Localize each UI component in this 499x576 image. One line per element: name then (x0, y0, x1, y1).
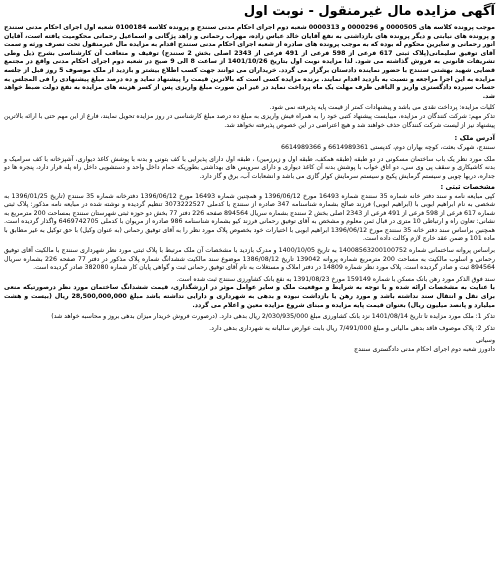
address-text: سنندج، شهرک بعثت، کوچه بهاران دوم، کدپستی 6614989361 و 6614989366 (281, 144, 495, 152)
note-two: تذکر 2: پلاک موصوف فاقد بدهی مالیاتی و مبلغ 7/491/000 ریال بابت عوارض سالیانه به شهرداری بدهی دارد. (209, 324, 495, 332)
notice-subject-heading: کلیات مزایده: پرداخت نقدی می باشد و پیشنهادات کمتر از قیمت پایه پذیرفته نمی شود. (269, 104, 495, 112)
note-one: تذکر 1: ملک مورد مزایده تا تاریخ 1401/08/14 نزد بانک کشاورزی مبلغ 2/030/935/000 ریال بدهی دارد. (درصورت فروش خریدار میزان بدهی بروز و محاسبه خواهد شد) (51, 313, 495, 321)
address-label: آدرس ملک : (454, 134, 495, 143)
signature-title: دادورز شعبه دوم اجرای احکام مدنی دادگستری سنندج (354, 346, 495, 353)
notice-intro: موجب پرونده کلاسه های 0000505 و 0000296 و 0000313 شعبه دوم اجرای احکام مدنی سنندج و پرونده کلاسه 0100184 شعبه اول اجرای احکام مدنی سنندج و پرونده های نیابتی و دیگر پرونده های بازداشتی به نفع آقایان خالد عباس زاده، مهراب رحمانی و زاهد پژگانی و اسماعیل رحمانی محکومیت یافته است، آقایان انور رحمانی و سایرین محکوم له بوده که به موجب پرونده های صادره از شعبه اجرای احکام مدنی سنندج اقدام به مزایده مال غیرمنقول تحت تصرف ورثه و سمت آقای توفیق سلیمانی(پلاک ثبتی 617 فرعی از 598 فرعی از 491 فرعی از 2343 اصلی بخش 2 سنندج) توقیف و متعاقب آن کارشناسی بشرح ذیل وطی تشریفات قانونی به فروش گذاشته می شود. لذا مزایده نوبت اول بتاریخ 1401/10/26 از ساعت 8 الی 9 صبح در شعبه دوم اجرای احکام مدنی واقع در مجتمع قضایی شهید بهشتی سنندج با حضور نماینده دادستان برگزار می گردد. خریداران می توانند جهت کسب اطلاع بیشتر و بازدید از ملک موصوف 5 روز قبل از جلسه مزایده به این اجرا مراجعه و نسبت به بازدید اقدام نمایند. برنده مزایده کسی است که بالاترین قیمت را پیشنهاد نماید و ده درصد مبلغ پیشنهادی را فی المجلس به حساب سپرده دادگستری واریز و الباقی ظرف مهلت یک ماه پرداخت نماید در غیر این صورت مبلغ واریزی پس از کسر هزینه های مزایده به نفع دولت ضبط خواهد شد. (4, 24, 496, 100)
building-permit-text: براساس پروانه ساختمانی شماره 14008563200100752 به تاریخ 1400/10/05 و مدرک بازدید با مشخصات آن ملک مرتبط با پلاک ثبتی مورد نظر شهرداری سنندج با مالکیت آقای توفیق رحمانی و اسلوب مالکیت به مساحت 200 مترمربع شماره پروانه 139042 تاریخ 1386/08/12 موضوع سند مالکیت ششدانگ شماره پلاک مذکور در دفتر 77 صفحه 226 بشماره سریال 894564 ثبت و صادر گردیده است. پلاک مورد نظر شماره 14809 در دفتر املاک و مستغلات به نام آقای توفیق رحمانی ثبت و گواهی پایان کار شماره 382080 صادر گردیده است. (4, 247, 495, 272)
notice-title: آگهی مزایده مال غیرمنقول - نوبت اول (243, 4, 495, 19)
registration-specs-heading: مشخصات ثبتی : (440, 182, 495, 191)
signature-name: وسیانی (475, 337, 495, 345)
mortgage-text: سند فوق الذکر مورد رهن بانک مسکن با شماره 159149 مورخ 1391/08/23 به نفع بانک کشاورزی سنندج ثبت شده است. (176, 275, 495, 283)
valuation-text: با عنایت به مشخصات ارائه شده و با توجه به شرایط و موقعیت ملک و سایر عوامل موثر در ارزشگذاری، قیمت ششدانگ ساختمان مورد نظر درصورتیکه منعی برای نقل و انتقال سند نداشته باشد و مورد رهن یا بازداشت نبوده و بدهی به شهرداری و دارایی نداشته باشد مبلغ 28,500,000,000 ریال (بیست و هشت میلیارد و پانصد میلیون ریال) بعنوان قیمت پایه مزایده و مبنای شروع مزایده معین و اعلام می گردد. (4, 284, 495, 309)
property-description: ملک مورد نظر یک باب ساختمان مسکونی در دو طبقه (طبقه همکف، طبقه اول و زیرزمین) ، طبقه اول دارای پذیرایی با کف بتونی و بدنه با پوشش کاغذ دیواری، آشپزخانه با کف سرامیک و بدنه کاشیکاری و سقف پی وی سی، دو اتاق خواب با پوشش بدنه آن کاغذ دیواری و دارای سرویس های بهداشتی بطوریکه حمام داخل واحد و دستشویی داخل راه پله قرار دارد، پنجره ها دو جداره، دربها چوبی و سیستم گرمایش پکیج و سیستم سرمایش کولر گازی می باشد و انشعابات آب، برق و گاز دارد. (4, 155, 495, 180)
registration-specs-text: کپی مبایعه نامه و سند دفتر خانه شماره 35 سنندج شماره 16493 مورخ 1396/06/12 و همچنین شماره 16493 مورخ 1396/06/12 دفترخانه شماره 35 سنندج (تاریخ 1396/01/25 به شخصی به نام ابراهیم ابوبی با (ابراهیم ابوبی) فرزند صالح بشماره شناسنامه 347 صادره از سنندج با کدملی 3073222527 تنظیم گردیده و نوشته شده در مبایعه نامه مذکور: پلاک ثبتی شماره 617 فرعی از 598 فرعی از 491 فرعی از 2343 اصلی بخش 2 سنندج بشماره سریال 894564 صفحه 226 دفتر 77 بخش دو حوزه ثبتی شهرستان سنندج بمساحت 200 مترمربع به نشانی: تعاون راه و ارتباطی 10 متری در قبال ثمن معلوم و مشخص به آقای توفیق رحمانی فرزند کیو بشماره شناسنامه 986 صادره از مریوان با کدملی 6469742705 واگذار گردیده است. همچنین براساس سند دفتر خانه 35 سنندج مورخ 1396/06/12 ابراهیم ابوبی با اختیارات خود بخصوص پلاک مورد نظر را به آقای توفیق رحمانی (به عنوان وکیل) با حق توکیل به غیر مطابق با ماده 101 و ضمن عقد خارج لازم وکالت داده است. (4, 192, 496, 243)
notice-subject-text: تذکر مهم: شرکت کنندگان در مزایده، میبایست پیشنهاد کتبی خود را به همراه فیش واریزی به مبلغ ده درصد مبلغ کارشناسی در روز مزایده تحویل نمایند، فارغ از این مهم حتی با ارائه بالاترین پیشنهاد نیز از لیست شرکت کنندگان حذف خواهند شد و هیچ اعتراضی در این خصوص پذیرفته نخواهد شد. (4, 112, 495, 129)
